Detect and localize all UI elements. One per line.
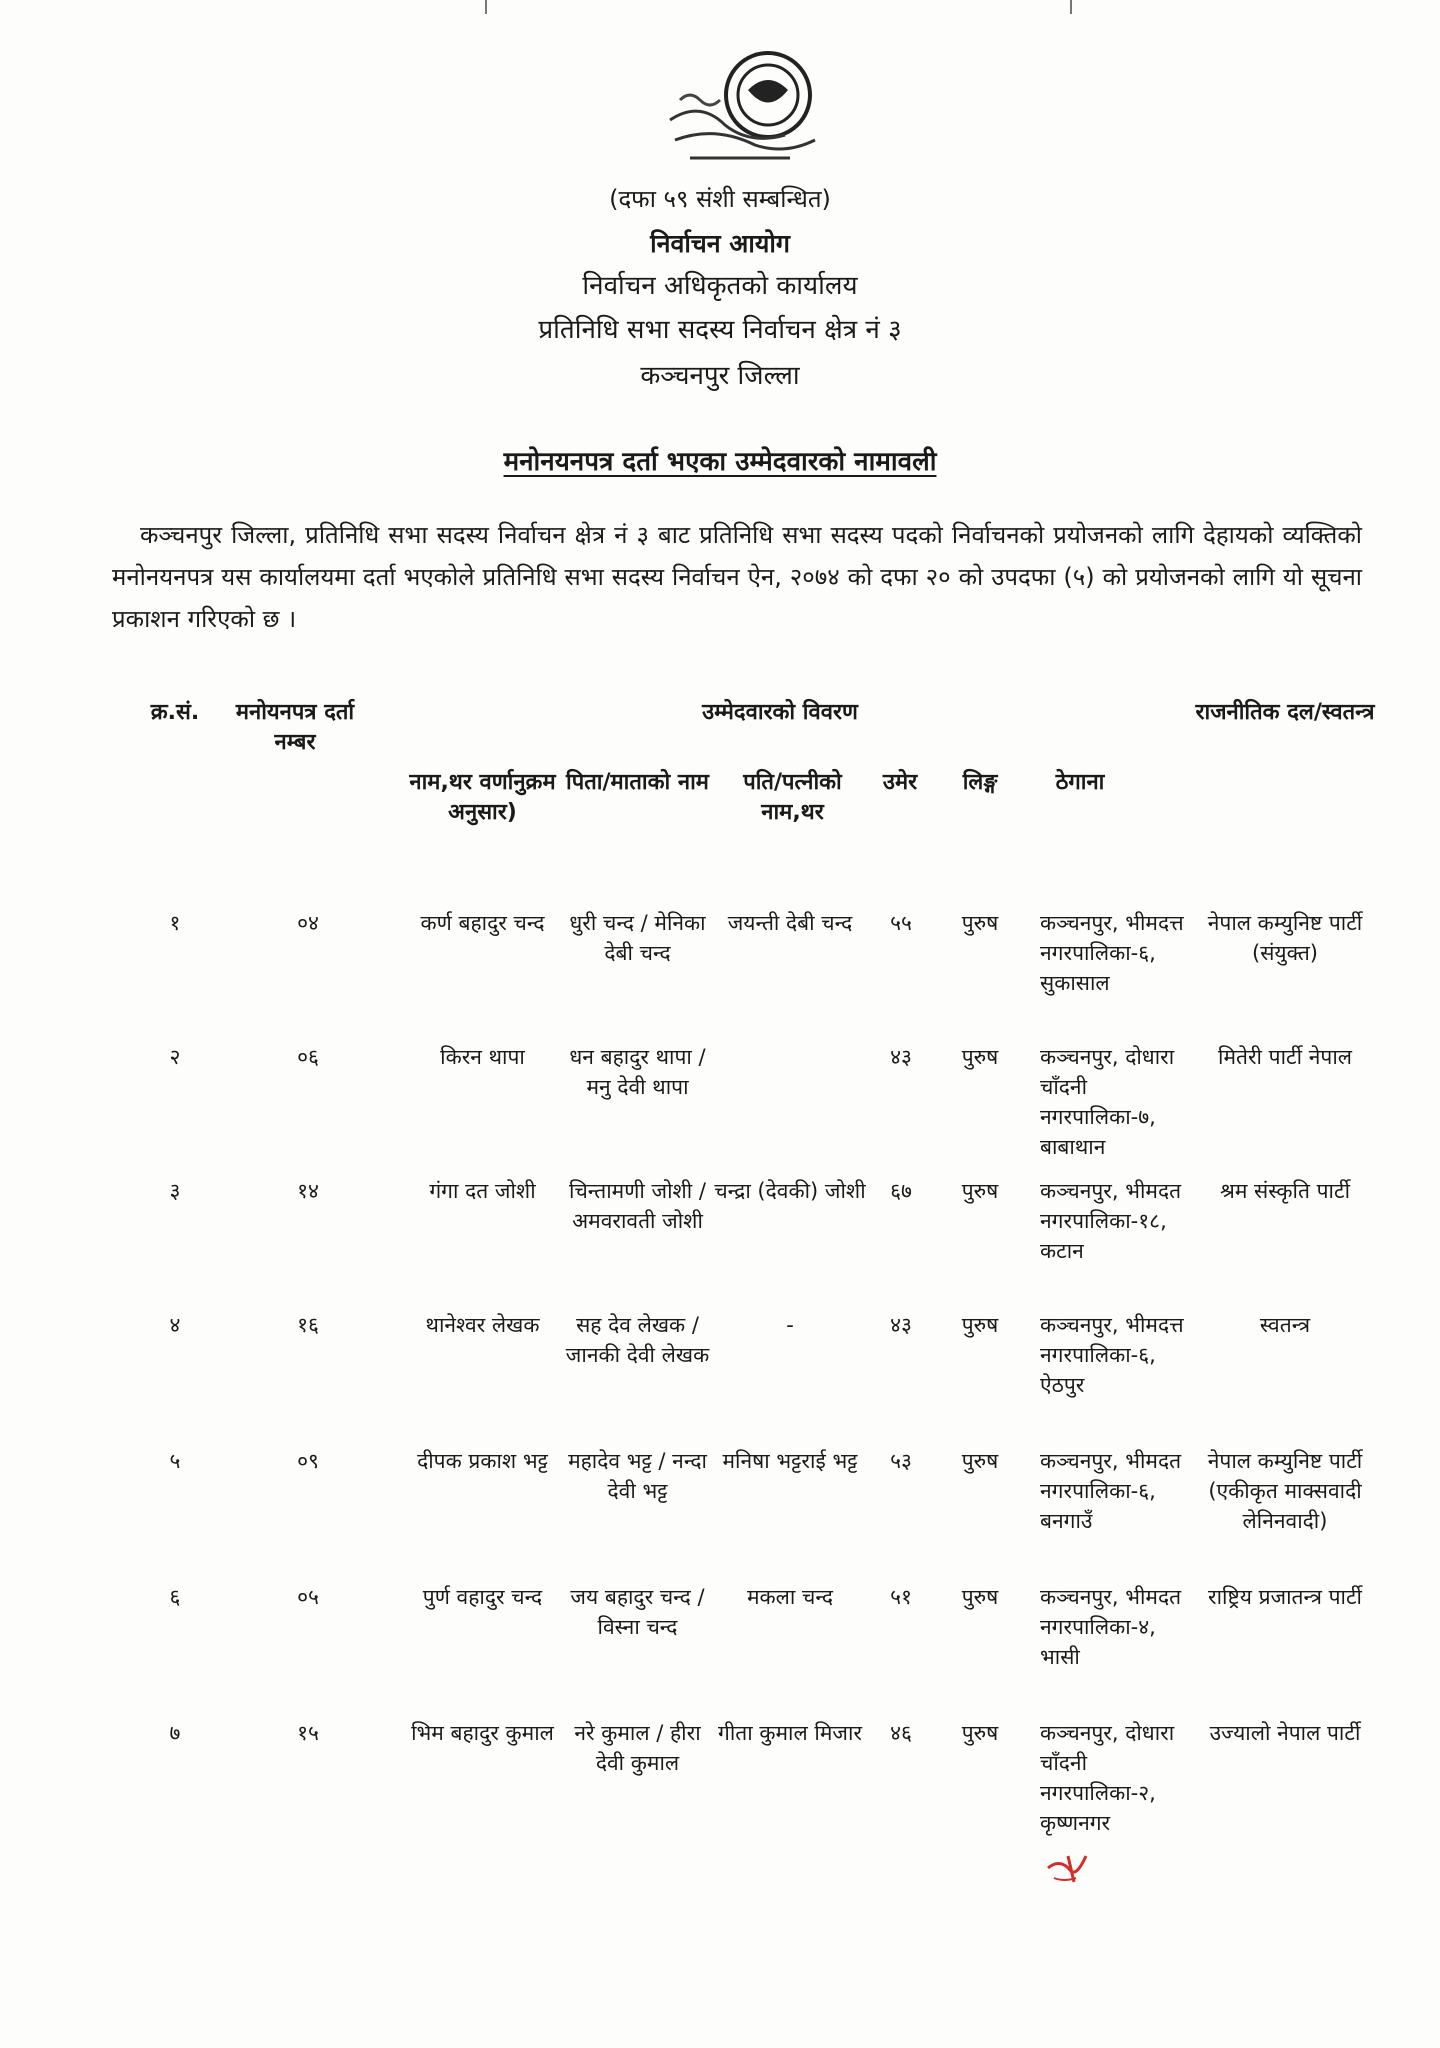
address-cell: कञ्चनपुर, भीमदत नगरपालिका-६, बनगाउँ bbox=[1040, 1449, 1182, 1533]
spouse-cell: मकला चन्द bbox=[746, 1585, 833, 1609]
header-parents: पिता/माताको नाम bbox=[566, 770, 709, 795]
reg-cell: ०९ bbox=[297, 1449, 319, 1473]
parents-cell: जय बहादुर चन्द / विस्ना चन्द bbox=[570, 1585, 705, 1639]
signature-mark bbox=[1040, 1838, 1100, 1888]
name-cell: गंगा दत जोशी bbox=[429, 1179, 536, 1203]
name-cell: थानेश्वर लेखक bbox=[425, 1313, 540, 1337]
age-cell: ५३ bbox=[890, 1449, 912, 1473]
header-candidate-details: उम्मेदवारको विवरण bbox=[702, 700, 858, 725]
header-spouse: पति/पत्नीको नाम,थर bbox=[743, 770, 842, 825]
age-cell: ४६ bbox=[890, 1721, 912, 1745]
office-seal bbox=[650, 40, 840, 190]
party-cell: मितेरी पार्टी नेपाल bbox=[1218, 1045, 1352, 1069]
office-name: निर्वाचन अधिकृतको कार्यालय bbox=[582, 271, 858, 301]
header-gender: लिङ्ग bbox=[962, 770, 998, 795]
parents-cell: चिन्तामणी जोशी / अमवरावती जोशी bbox=[569, 1179, 706, 1233]
parents-cell: धन बहादुर थापा / मनु देवी थापा bbox=[569, 1045, 706, 1099]
intro-paragraph: कञ्चनपुर जिल्ला, प्रतिनिधि सभा सदस्य निर्वाचन क्षेत्र नं ३ बाट प्रतिनिधि सभा सदस्य पदको निर्वाचनको प्रयोजनको लागि देहायको व्यक्तिको मनोनयनपत्र यस कार्यालयमा दर्ता भएकोले प्रतिनिधि सभा सदस्य निर्वाचन ऐन, २०७४ को दफा २० को उपदफा (५) को प्रयोजनको लागि यो सूचना प्रकाशन गरिएको छ । bbox=[112, 521, 1362, 633]
spouse-cell: जयन्ती देबी चन्द bbox=[727, 911, 853, 935]
reg-cell: १४ bbox=[297, 1179, 319, 1203]
parents-cell: सह देव लेखक / जानकी देवी लेखक bbox=[565, 1313, 710, 1367]
reg-cell: ०६ bbox=[297, 1045, 319, 1069]
spouse-cell: चन्द्रा (देवकी) जोशी bbox=[714, 1179, 866, 1203]
age-cell: ५१ bbox=[890, 1585, 912, 1609]
age-cell: ६७ bbox=[890, 1179, 912, 1203]
serial-cell: ४ bbox=[169, 1313, 181, 1337]
gender-cell: पुरुष bbox=[961, 1179, 999, 1203]
gender-cell: पुरुष bbox=[961, 1045, 999, 1069]
serial-cell: २ bbox=[169, 1045, 181, 1069]
reg-cell: १६ bbox=[297, 1313, 319, 1337]
spouse-cell: मनिषा भट्टराई भट्ट bbox=[722, 1449, 858, 1473]
party-cell: राष्ट्रिय प्रजातन्त्र पार्टी bbox=[1207, 1585, 1362, 1609]
seal-subtitle: (दफा ५९ संशी सम्बन्धित) bbox=[609, 185, 831, 213]
name-cell: कर्ण बहादुर चन्द bbox=[420, 911, 545, 935]
gender-cell: पुरुष bbox=[961, 1313, 999, 1337]
reg-cell: ०५ bbox=[297, 1585, 319, 1609]
party-cell: नेपाल कम्युनिष्ट पार्टी (एकीकृत माक्सवादी लेनिनवादी) bbox=[1207, 1449, 1363, 1533]
serial-cell: ६ bbox=[169, 1585, 181, 1609]
header-serial: क्र.सं. bbox=[150, 700, 200, 725]
address-cell: कञ्चनपुर, भीमदत्त नगरपालिका-६, ऐठपुर bbox=[1040, 1313, 1184, 1397]
header-name: नाम,थर वर्णानुक्रम अनुसार) bbox=[409, 770, 556, 825]
serial-cell: ७ bbox=[169, 1721, 181, 1745]
spouse-cell: गीता कुमाल मिजार bbox=[718, 1721, 862, 1745]
gender-cell: पुरुष bbox=[961, 911, 999, 935]
header-address: ठेगाना bbox=[1055, 770, 1105, 795]
scan-mark bbox=[1070, 0, 1072, 14]
scan-mark bbox=[485, 0, 487, 14]
district-name: कञ्चनपुर जिल्ला bbox=[640, 361, 800, 391]
header-reg-number: मनोयनपत्र दर्ता नम्बर bbox=[235, 700, 355, 755]
address-cell: कञ्चनपुर, भीमदत्त नगरपालिका-६, सुकासाल bbox=[1040, 911, 1184, 995]
gender-cell: पुरुष bbox=[961, 1585, 999, 1609]
spouse-cell: - bbox=[786, 1313, 794, 1337]
organization-name: निर्वाचन आयोग bbox=[650, 229, 790, 258]
party-cell: स्वतन्त्र bbox=[1259, 1313, 1311, 1337]
serial-cell: १ bbox=[169, 911, 181, 935]
document-title: मनोनयनपत्र दर्ता भएका उम्मेदवारको नामावली bbox=[503, 447, 937, 477]
party-cell: उज्यालो नेपाल पार्टी bbox=[1209, 1721, 1361, 1745]
reg-cell: ०४ bbox=[297, 911, 319, 935]
party-cell: नेपाल कम्युनिष्ट पार्टी (संयुक्त) bbox=[1207, 911, 1363, 965]
address-cell: कञ्चनपुर, भीमदत नगरपालिका-१८, कटान bbox=[1040, 1179, 1182, 1263]
name-cell: भिम बहादुर कुमाल bbox=[411, 1721, 554, 1745]
reg-cell: १५ bbox=[297, 1721, 319, 1745]
parents-cell: महादेव भट्ट / नन्दा देवी भट्ट bbox=[568, 1449, 707, 1503]
age-cell: ४३ bbox=[890, 1313, 912, 1337]
gender-cell: पुरुष bbox=[961, 1721, 999, 1745]
party-cell: श्रम संस्कृति पार्टी bbox=[1219, 1179, 1351, 1203]
age-cell: ४३ bbox=[890, 1045, 912, 1069]
serial-cell: ५ bbox=[169, 1449, 181, 1473]
address-cell: कञ्चनपुर, भीमदत नगरपालिका-४, भासी bbox=[1040, 1585, 1182, 1669]
address-cell: कञ्चनपुर, दोधारा चाँदनी नगरपालिका-७, बाबाथान bbox=[1040, 1045, 1175, 1159]
name-cell: किरन थापा bbox=[440, 1045, 525, 1069]
age-cell: ५५ bbox=[890, 911, 912, 935]
header-party: राजनीतिक दल/स्वतन्त्र bbox=[1195, 700, 1375, 725]
gender-cell: पुरुष bbox=[961, 1449, 999, 1473]
parents-cell: धुरी चन्द / मेनिका देबी चन्द bbox=[569, 911, 706, 965]
name-cell: दीपक प्रकाश भट्ट bbox=[417, 1449, 548, 1473]
address-cell: कञ्चनपुर, दोधारा चाँदनी नगरपालिका-२, कृष्णनगर bbox=[1040, 1721, 1175, 1835]
name-cell: पुर्ण वहादुर चन्द bbox=[422, 1585, 543, 1609]
serial-cell: ३ bbox=[169, 1179, 181, 1203]
constituency-name: प्रतिनिधि सभा सदस्य निर्वाचन क्षेत्र नं ३ bbox=[538, 315, 902, 345]
parents-cell: नरे कुमाल / हीरा देवी कुमाल bbox=[574, 1721, 701, 1775]
header-age: उमेर bbox=[882, 770, 918, 795]
